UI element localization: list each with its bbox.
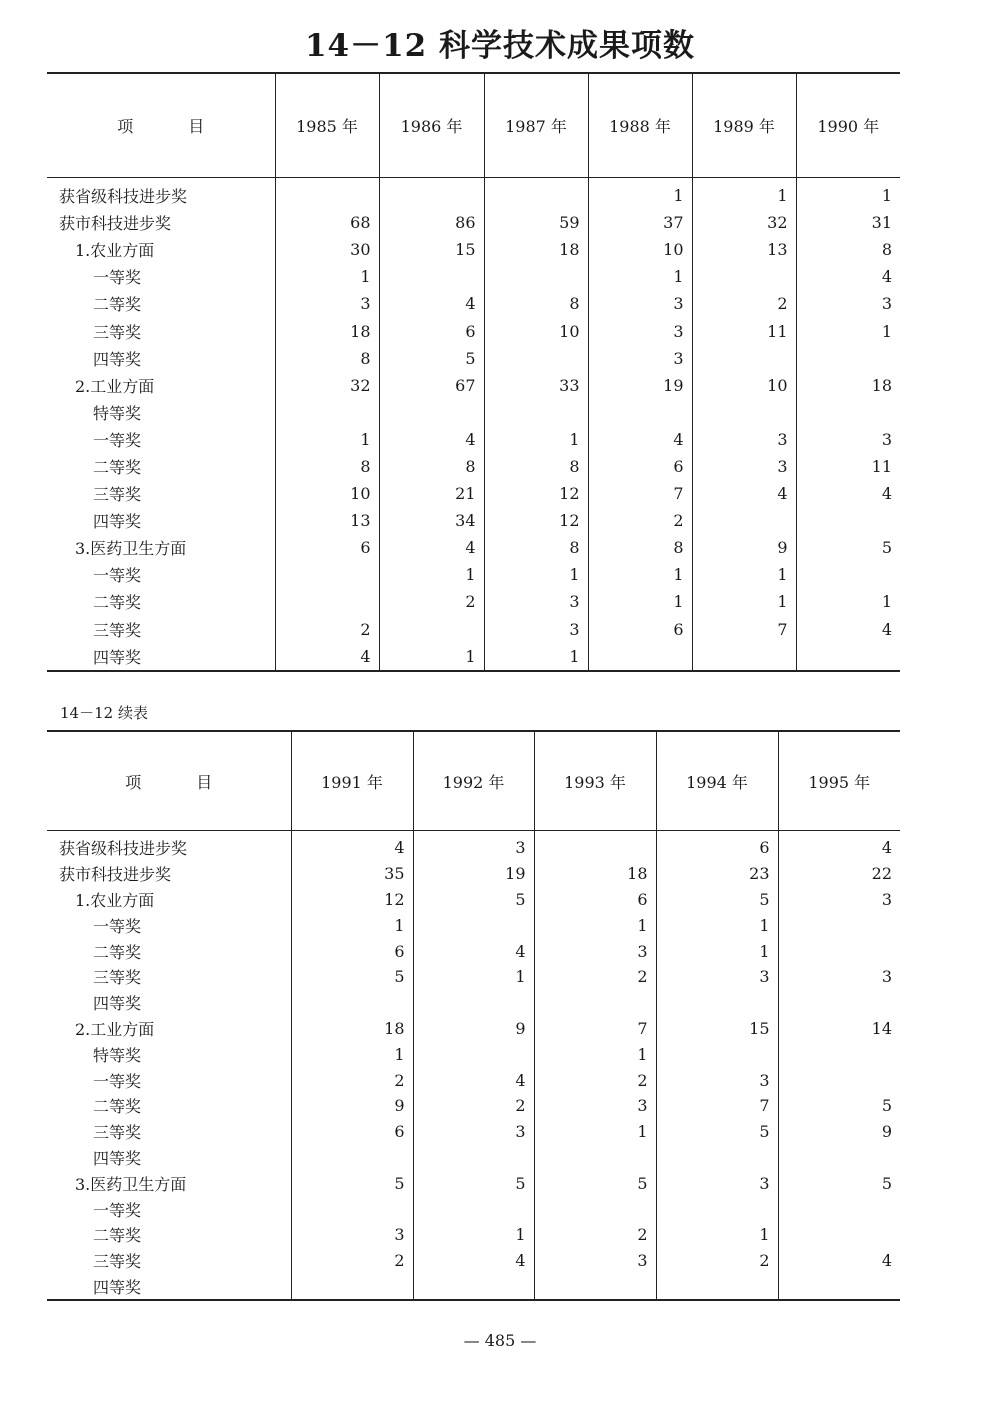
value-cell: 18 <box>275 317 379 344</box>
value-cell: 18 <box>534 861 656 887</box>
awards-table-1985-1990 <box>47 72 900 672</box>
table-row <box>47 1093 900 1119</box>
value-cell: 3 <box>656 1067 778 1093</box>
value-cell <box>379 178 484 210</box>
value-cell: 21 <box>379 480 484 507</box>
value-cell: 34 <box>379 507 484 534</box>
value-cell <box>484 263 588 290</box>
value-cell <box>778 938 900 964</box>
table-row <box>47 1222 900 1248</box>
row-label: 3.医药卫生方面 <box>75 539 187 559</box>
value-cell: 4 <box>778 831 900 861</box>
value-cell: 4 <box>379 534 484 561</box>
row-label: 一等奖 <box>93 1071 142 1091</box>
value-cell: 7 <box>534 1016 656 1042</box>
value-cell: 18 <box>291 1016 413 1042</box>
value-cell: 1 <box>413 1222 534 1248</box>
value-cell <box>588 399 692 426</box>
value-cell: 9 <box>692 534 796 561</box>
value-cell: 2 <box>656 1248 778 1274</box>
value-cell: 5 <box>413 1170 534 1196</box>
value-cell: 18 <box>796 372 900 399</box>
year-header: 1991 年 <box>291 731 413 831</box>
value-cell: 14 <box>778 1016 900 1042</box>
value-cell: 1 <box>275 426 379 453</box>
value-cell: 4 <box>778 1248 900 1274</box>
value-cell: 2 <box>291 1067 413 1093</box>
value-cell: 3 <box>588 317 692 344</box>
value-cell: 1 <box>484 643 588 671</box>
value-cell: 3 <box>291 1222 413 1248</box>
year-header: 1985 年 <box>275 73 379 178</box>
table-row <box>47 1145 900 1171</box>
value-cell: 5 <box>534 1170 656 1196</box>
row-label: 3.医药卫生方面 <box>75 1174 187 1194</box>
year-header: 1995 年 <box>778 731 900 831</box>
value-cell: 1 <box>534 1119 656 1145</box>
row-label: 四等奖 <box>93 349 142 369</box>
value-cell: 1 <box>534 912 656 938</box>
value-cell: 8 <box>796 236 900 263</box>
value-cell: 2 <box>275 616 379 643</box>
row-label: 2.工业方面 <box>75 376 155 396</box>
value-cell: 3 <box>796 426 900 453</box>
value-cell: 11 <box>692 317 796 344</box>
table-row <box>47 616 900 643</box>
value-cell: 4 <box>275 643 379 671</box>
value-cell: 11 <box>796 453 900 480</box>
value-cell: 5 <box>379 345 484 372</box>
table-row <box>47 480 900 507</box>
value-cell: 1 <box>796 317 900 344</box>
value-cell: 2 <box>534 1067 656 1093</box>
value-cell <box>796 399 900 426</box>
value-cell: 10 <box>692 372 796 399</box>
value-cell: 3 <box>413 831 534 861</box>
value-cell: 3 <box>413 1119 534 1145</box>
value-cell: 13 <box>275 507 379 534</box>
table-row <box>47 317 900 344</box>
value-cell <box>796 561 900 588</box>
item-column-header: 项目 <box>125 772 268 792</box>
value-cell: 10 <box>484 317 588 344</box>
table-row <box>47 964 900 990</box>
value-cell: 8 <box>484 453 588 480</box>
value-cell: 5 <box>291 964 413 990</box>
value-cell: 5 <box>778 1093 900 1119</box>
value-cell: 12 <box>484 480 588 507</box>
row-label: 二等奖 <box>93 1226 142 1246</box>
row-label: 三等奖 <box>93 1123 142 1143</box>
value-cell: 32 <box>275 372 379 399</box>
row-label: 四等奖 <box>93 994 142 1014</box>
value-cell: 10 <box>588 236 692 263</box>
value-cell: 19 <box>413 861 534 887</box>
table-row <box>47 290 900 317</box>
year-header: 1990 年 <box>796 73 900 178</box>
value-cell <box>413 990 534 1016</box>
value-cell: 1 <box>692 178 796 210</box>
value-cell: 59 <box>484 209 588 236</box>
value-cell: 3 <box>484 616 588 643</box>
value-cell: 6 <box>534 887 656 913</box>
value-cell: 2 <box>534 1222 656 1248</box>
value-cell: 4 <box>796 263 900 290</box>
value-cell: 9 <box>291 1093 413 1119</box>
row-label: 三等奖 <box>93 322 142 342</box>
page-title: 14－12 科学技术成果项数 <box>304 28 696 64</box>
value-cell: 2 <box>413 1093 534 1119</box>
row-label: 二等奖 <box>93 457 142 477</box>
value-cell: 1 <box>588 178 692 210</box>
value-cell: 2 <box>588 507 692 534</box>
table-row <box>47 561 900 588</box>
value-cell <box>778 1274 900 1301</box>
row-label: 三等奖 <box>93 620 142 640</box>
table-row <box>47 1016 900 1042</box>
value-cell: 1 <box>275 263 379 290</box>
table-row <box>47 1248 900 1274</box>
value-cell <box>692 643 796 671</box>
value-cell: 1 <box>379 643 484 671</box>
table-header-row <box>47 73 900 178</box>
value-cell: 22 <box>778 861 900 887</box>
page-number: — 485 — <box>463 1331 537 1350</box>
value-cell: 12 <box>291 887 413 913</box>
value-cell: 3 <box>656 964 778 990</box>
row-label: 二等奖 <box>93 942 142 962</box>
value-cell: 8 <box>275 453 379 480</box>
value-cell <box>275 399 379 426</box>
row-label: 获省级科技进步奖 <box>59 839 188 859</box>
year-header: 1989 年 <box>692 73 796 178</box>
value-cell: 12 <box>484 507 588 534</box>
table-row <box>47 263 900 290</box>
row-label: 一等奖 <box>93 1200 142 1220</box>
value-cell <box>379 263 484 290</box>
row-label: 2.工业方面 <box>75 1019 155 1039</box>
value-cell: 6 <box>291 938 413 964</box>
value-cell: 2 <box>291 1248 413 1274</box>
value-cell <box>656 1041 778 1067</box>
value-cell <box>534 1145 656 1171</box>
value-cell: 1 <box>656 912 778 938</box>
table-row <box>47 831 900 861</box>
value-cell: 7 <box>656 1093 778 1119</box>
table-row <box>47 1274 900 1301</box>
value-cell <box>588 643 692 671</box>
table-row <box>47 507 900 534</box>
row-label: 四等奖 <box>93 512 142 532</box>
table-row <box>47 178 900 210</box>
value-cell: 23 <box>656 861 778 887</box>
value-cell: 4 <box>413 1248 534 1274</box>
value-cell <box>778 912 900 938</box>
row-label: 获市科技进步奖 <box>59 214 172 234</box>
table-row <box>47 887 900 913</box>
row-label: 一等奖 <box>93 268 142 288</box>
value-cell <box>778 1041 900 1067</box>
row-label: 一等奖 <box>93 566 142 586</box>
value-cell: 6 <box>291 1119 413 1145</box>
value-cell: 35 <box>291 861 413 887</box>
value-cell: 4 <box>796 616 900 643</box>
row-label: 二等奖 <box>93 593 142 613</box>
value-cell: 1 <box>588 561 692 588</box>
value-cell <box>484 178 588 210</box>
value-cell: 4 <box>379 290 484 317</box>
table-row <box>47 938 900 964</box>
value-cell: 1 <box>413 964 534 990</box>
value-cell: 2 <box>692 290 796 317</box>
value-cell: 3 <box>534 938 656 964</box>
value-cell: 15 <box>656 1016 778 1042</box>
value-cell: 6 <box>275 534 379 561</box>
table-row <box>47 1119 900 1145</box>
value-cell: 5 <box>656 887 778 913</box>
value-cell: 5 <box>413 887 534 913</box>
table-row <box>47 861 900 887</box>
value-cell: 3 <box>484 588 588 615</box>
value-cell: 1 <box>588 263 692 290</box>
value-cell <box>778 1067 900 1093</box>
value-cell: 1 <box>656 938 778 964</box>
value-cell <box>656 1196 778 1222</box>
item-column-header: 项目 <box>117 117 260 136</box>
value-cell <box>291 1274 413 1301</box>
value-cell <box>534 831 656 861</box>
value-cell: 6 <box>588 616 692 643</box>
value-cell: 18 <box>484 236 588 263</box>
value-cell: 5 <box>778 1170 900 1196</box>
value-cell: 4 <box>692 480 796 507</box>
value-cell <box>692 263 796 290</box>
year-header: 1988 年 <box>588 73 692 178</box>
row-label: 四等奖 <box>93 1148 142 1168</box>
value-cell: 33 <box>484 372 588 399</box>
value-cell: 10 <box>275 480 379 507</box>
row-label: 二等奖 <box>93 1097 142 1117</box>
value-cell <box>413 1145 534 1171</box>
value-cell <box>656 1145 778 1171</box>
table-row <box>47 345 900 372</box>
value-cell <box>379 399 484 426</box>
value-cell <box>413 1274 534 1301</box>
table-row <box>47 534 900 561</box>
value-cell: 9 <box>413 1016 534 1042</box>
table-row <box>47 209 900 236</box>
value-cell: 2 <box>379 588 484 615</box>
value-cell <box>379 616 484 643</box>
value-cell <box>534 1196 656 1222</box>
value-cell: 8 <box>275 345 379 372</box>
value-cell: 31 <box>796 209 900 236</box>
value-cell: 86 <box>379 209 484 236</box>
year-header: 1993 年 <box>534 731 656 831</box>
table-row <box>47 990 900 1016</box>
value-cell <box>692 345 796 372</box>
value-cell: 1 <box>534 1041 656 1067</box>
value-cell: 1 <box>379 561 484 588</box>
table-row <box>47 1170 900 1196</box>
value-cell: 4 <box>291 831 413 861</box>
value-cell: 1 <box>656 1222 778 1248</box>
value-cell: 19 <box>588 372 692 399</box>
value-cell: 3 <box>656 1170 778 1196</box>
value-cell: 1 <box>291 1041 413 1067</box>
continuation-caption: 14－12 续表 <box>60 704 148 722</box>
table-row <box>47 588 900 615</box>
value-cell: 4 <box>413 938 534 964</box>
value-cell: 1 <box>692 588 796 615</box>
value-cell <box>275 178 379 210</box>
value-cell: 3 <box>796 290 900 317</box>
year-header: 1994 年 <box>656 731 778 831</box>
value-cell: 5 <box>796 534 900 561</box>
value-cell <box>778 1222 900 1248</box>
value-cell <box>413 1041 534 1067</box>
value-cell: 9 <box>778 1119 900 1145</box>
value-cell <box>291 1196 413 1222</box>
value-cell: 3 <box>588 345 692 372</box>
value-cell: 4 <box>379 426 484 453</box>
value-cell <box>291 1145 413 1171</box>
table-row <box>47 643 900 671</box>
value-cell: 6 <box>588 453 692 480</box>
year-header: 1987 年 <box>484 73 588 178</box>
value-cell <box>692 507 796 534</box>
year-header: 1992 年 <box>413 731 534 831</box>
value-cell: 8 <box>484 290 588 317</box>
value-cell: 6 <box>379 317 484 344</box>
value-cell <box>534 990 656 1016</box>
value-cell: 3 <box>692 426 796 453</box>
value-cell: 3 <box>588 290 692 317</box>
table-row <box>47 372 900 399</box>
value-cell: 6 <box>656 831 778 861</box>
value-cell: 1 <box>291 912 413 938</box>
value-cell <box>778 990 900 1016</box>
row-label: 一等奖 <box>93 430 142 450</box>
value-cell: 32 <box>692 209 796 236</box>
value-cell: 3 <box>534 1248 656 1274</box>
value-cell: 1 <box>484 426 588 453</box>
value-cell: 1 <box>588 588 692 615</box>
value-cell: 7 <box>692 616 796 643</box>
row-label: 获省级科技进步奖 <box>59 187 188 207</box>
row-label: 四等奖 <box>93 1277 142 1297</box>
value-cell: 8 <box>484 534 588 561</box>
value-cell: 1 <box>484 561 588 588</box>
value-cell: 3 <box>692 453 796 480</box>
value-cell <box>484 399 588 426</box>
row-label: 三等奖 <box>93 1252 142 1272</box>
value-cell: 68 <box>275 209 379 236</box>
value-cell <box>778 1145 900 1171</box>
value-cell <box>413 912 534 938</box>
value-cell <box>656 990 778 1016</box>
table-row <box>47 1041 900 1067</box>
row-label: 三等奖 <box>93 485 142 505</box>
value-cell: 4 <box>796 480 900 507</box>
value-cell: 1 <box>692 561 796 588</box>
value-cell: 1 <box>796 178 900 210</box>
table-row <box>47 1196 900 1222</box>
value-cell <box>692 399 796 426</box>
table-row <box>47 236 900 263</box>
value-cell: 5 <box>656 1119 778 1145</box>
value-cell <box>413 1196 534 1222</box>
value-cell <box>656 1274 778 1301</box>
value-cell <box>291 990 413 1016</box>
value-cell: 1 <box>796 588 900 615</box>
value-cell: 3 <box>534 1093 656 1119</box>
value-cell: 8 <box>379 453 484 480</box>
row-label: 特等奖 <box>93 403 142 423</box>
value-cell: 4 <box>588 426 692 453</box>
value-cell <box>796 345 900 372</box>
table-row <box>47 912 900 938</box>
value-cell <box>275 588 379 615</box>
value-cell: 30 <box>275 236 379 263</box>
value-cell <box>484 345 588 372</box>
table-row <box>47 399 900 426</box>
value-cell: 3 <box>275 290 379 317</box>
value-cell <box>796 507 900 534</box>
row-label: 二等奖 <box>93 295 142 315</box>
row-label: 获市科技进步奖 <box>59 865 172 885</box>
table-row <box>47 1067 900 1093</box>
row-label: 四等奖 <box>93 647 142 667</box>
value-cell: 8 <box>588 534 692 561</box>
value-cell <box>275 561 379 588</box>
value-cell <box>534 1274 656 1301</box>
value-cell: 4 <box>413 1067 534 1093</box>
row-label: 特等奖 <box>93 1045 142 1065</box>
awards-table-1991-1995 <box>47 730 900 1301</box>
value-cell: 3 <box>778 964 900 990</box>
value-cell: 67 <box>379 372 484 399</box>
row-label: 三等奖 <box>93 968 142 988</box>
value-cell: 5 <box>291 1170 413 1196</box>
year-header: 1986 年 <box>379 73 484 178</box>
value-cell: 7 <box>588 480 692 507</box>
table-row <box>47 453 900 480</box>
table-header-row <box>47 731 900 831</box>
value-cell: 37 <box>588 209 692 236</box>
value-cell: 15 <box>379 236 484 263</box>
value-cell: 3 <box>778 887 900 913</box>
table-row <box>47 426 900 453</box>
value-cell <box>796 643 900 671</box>
row-label: 1.农业方面 <box>75 890 155 910</box>
value-cell: 13 <box>692 236 796 263</box>
row-label: 一等奖 <box>93 916 142 936</box>
value-cell: 2 <box>534 964 656 990</box>
value-cell <box>778 1196 900 1222</box>
row-label: 1.农业方面 <box>75 241 155 261</box>
